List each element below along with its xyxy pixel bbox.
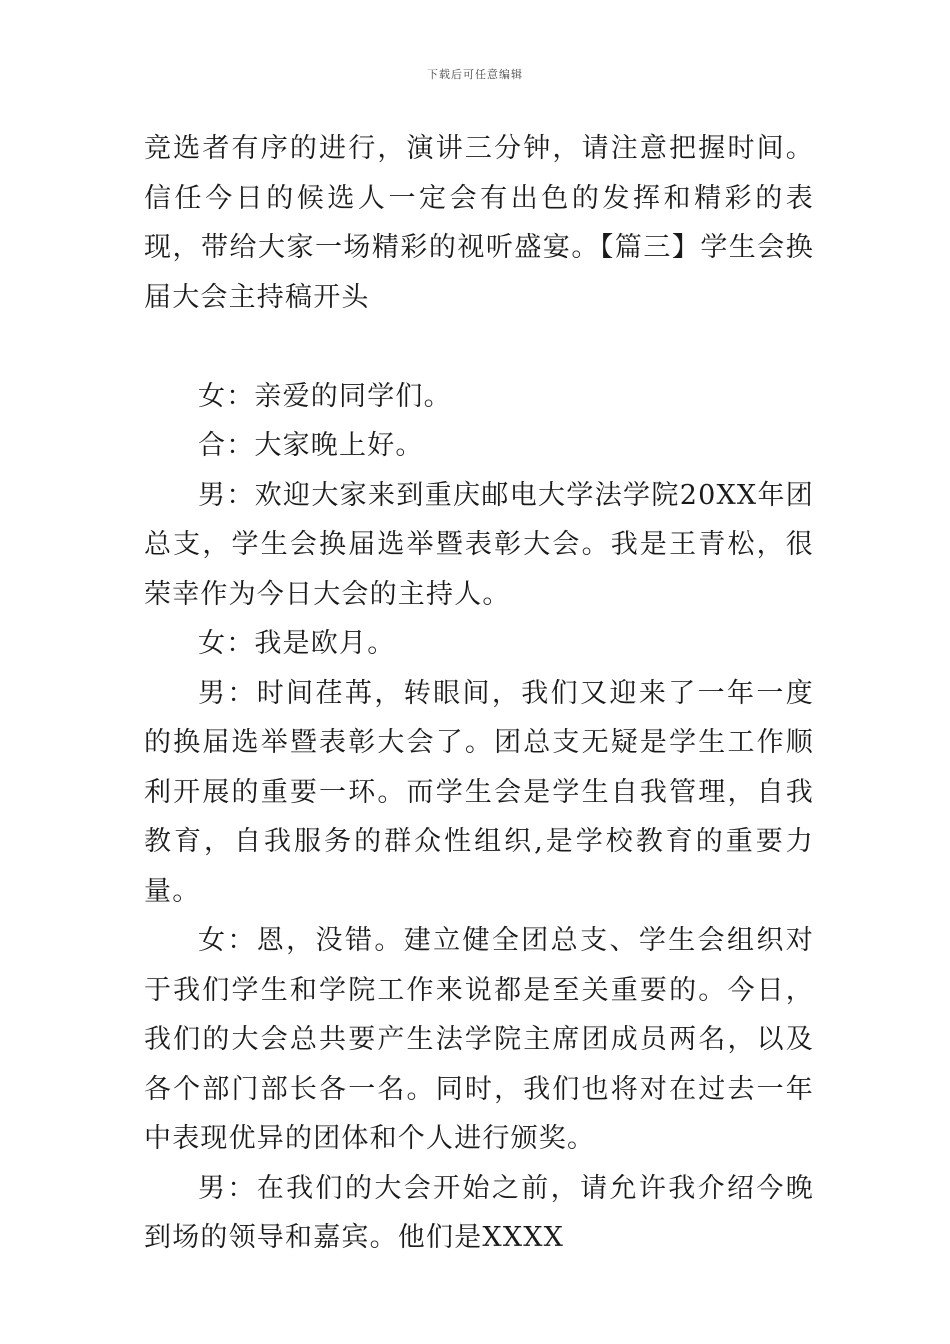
paragraph-female-importance: 女：恩，没错。建立健全团总支、学生会组织对于我们学生和学院工作来说都是至关重要的。今日，我们的大会总共要产生法学院主席团成员两名，以及各个部门部长各一名。同时，我们也将对在过去一年中表现优异的团体和个人进行颁奖。 <box>144 925 814 1154</box>
paragraph-male-guests: 男：在我们的大会开始之前，请允许我介绍今晚到场的领导和嘉宾。他们是XXXX <box>144 1172 814 1253</box>
paragraph-together-greeting: 合：大家晚上好。 <box>198 430 424 461</box>
document-body <box>144 124 814 1263</box>
paragraph-male-welcome: 男：欢迎大家来到重庆邮电大学法学院20XX年团总支，学生会换届选举暨表彰大会。我是王青松，很荣幸作为今日大会的主持人。 <box>144 479 814 610</box>
paragraph-male-time: 男：时间荏苒，转眼间，我们又迎来了一年一度的换届选举暨表彰大会了。团总支无疑是学生工作顺利开展的重要一环。而学生会是学生自我管理，自我教育，自我服务的群众性组织,是学校教育的重要力量。 <box>144 677 814 907</box>
paragraph-gap <box>144 322 814 372</box>
paragraph-intro: 竞选者有序的进行，演讲三分钟，请注意把握时间。信任今日的候选人一定会有出色的发挥和精彩的表现，带给大家一场精彩的视听盛宴。【篇三】学生会换届大会主持稿开头 <box>144 133 814 313</box>
paragraph-female-intro: 女：我是欧月。 <box>198 628 396 659</box>
paragraph-female-greeting: 女：亲爱的同学们。 <box>198 380 452 412</box>
header-note: 下载后可任意编辑 <box>427 68 523 81</box>
